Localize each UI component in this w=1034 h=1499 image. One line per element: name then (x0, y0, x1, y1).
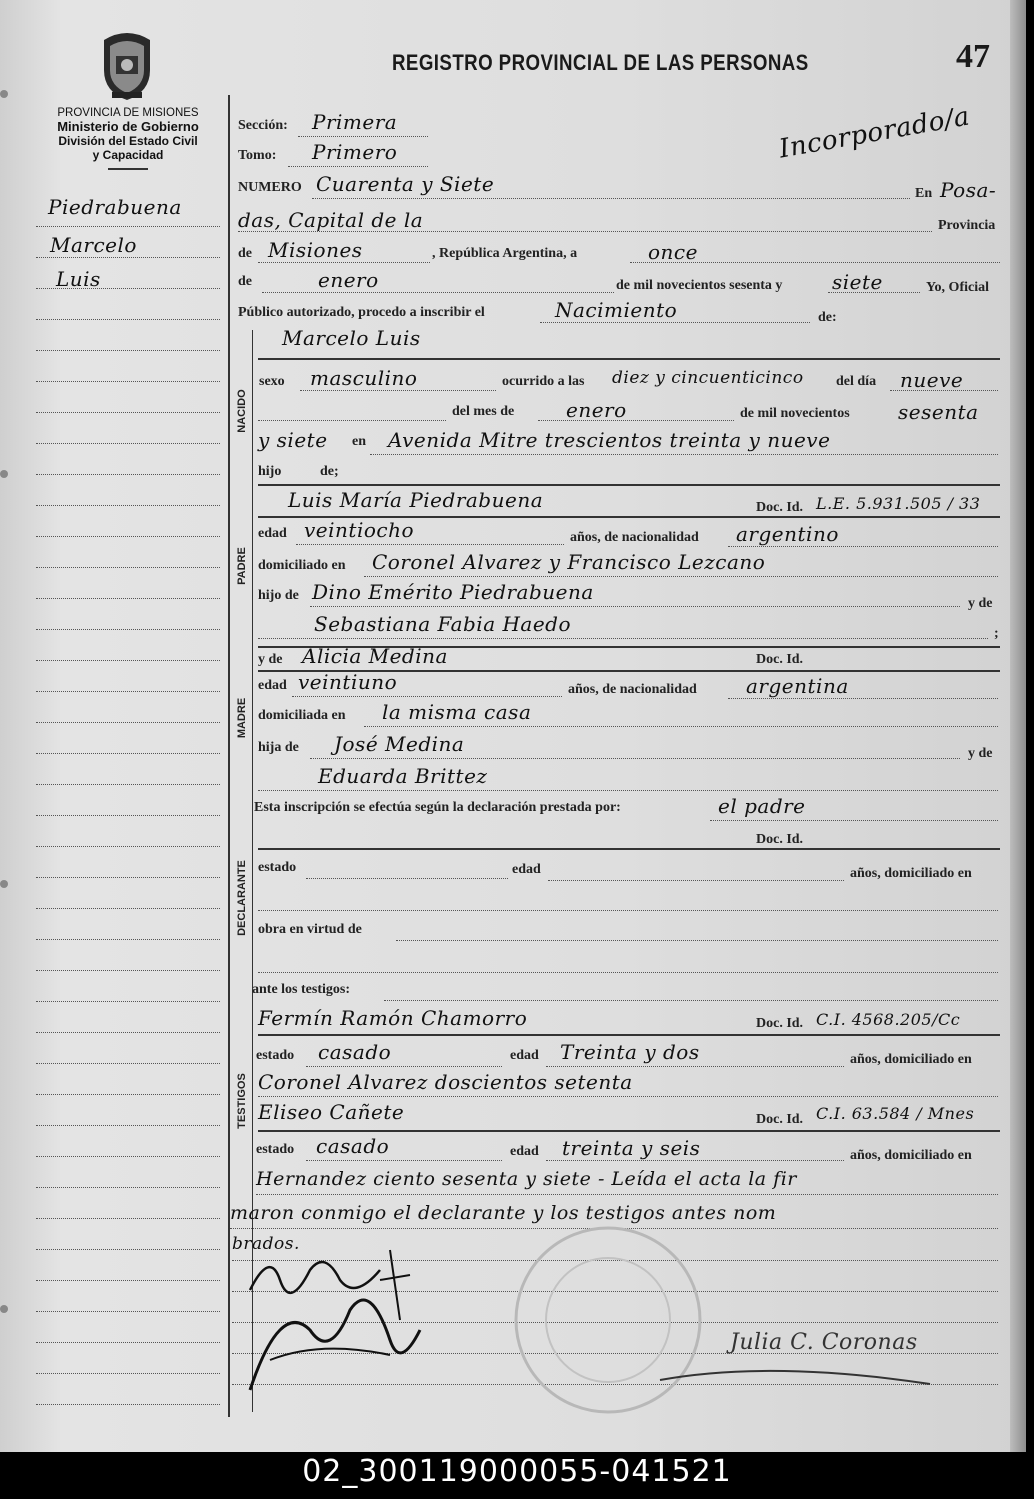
declarante-estado-label: estado (258, 860, 297, 875)
margin-line (36, 412, 220, 413)
division-capacity: y Capacidad (92, 148, 164, 162)
sexo-label: sexo (259, 374, 285, 389)
hora-value: diez y cincuenticinco (612, 368, 804, 388)
seccion-label: Sección: (238, 118, 288, 133)
margin-line (36, 381, 220, 382)
testigo2-name: Eliseo Cañete (258, 1100, 405, 1124)
madre-madre-value: Eduarda Brittez (318, 764, 488, 788)
mes-label: del mes de (452, 404, 515, 419)
testigo1-edad-label: edad (510, 1048, 539, 1063)
testigo2-doc-label: Doc. Id. (756, 1112, 804, 1127)
margin-line (36, 319, 220, 320)
testigo1-estado-value: casado (318, 1040, 392, 1064)
madre-edad-value: veintiuno (298, 670, 398, 694)
provincial-crest-icon (98, 30, 156, 102)
publico-label: Público autorizado, procedo a inscribir el (238, 305, 485, 320)
margin-line (36, 288, 220, 289)
margin-line (36, 784, 220, 785)
nacido-label: NACIDO (236, 389, 248, 433)
testigo2-doc-value: C.I. 63.584 / Mnes (816, 1104, 975, 1123)
provincia-label: Provincia (938, 218, 996, 233)
acto-value: Nacimiento (555, 298, 678, 322)
margin-line (36, 567, 220, 568)
padre-semicolon: ; (994, 626, 999, 641)
padre-edad-label: edad (258, 526, 287, 541)
padre-dom-label: domiciliado en (258, 558, 346, 573)
month-value: enero (318, 268, 379, 292)
margin-line (36, 1311, 220, 1312)
padre-doc-label: Doc. Id. (756, 500, 804, 515)
en-value: Posa- (940, 178, 997, 202)
margin-line (36, 1032, 220, 1033)
testigo2-estado-value: casado (316, 1134, 390, 1158)
testigo1-dom-value: Coronel Alvarez doscientos setenta (258, 1070, 633, 1094)
madre-nac-value: argentina (746, 674, 849, 698)
margin-line (36, 226, 220, 227)
anio-value: sesenta (898, 400, 979, 424)
padre-nac-value: argentino (736, 522, 839, 546)
issuer-block (28, 107, 228, 170)
oficial-label: Yo, Oficial (926, 280, 989, 295)
margin-line (36, 1063, 220, 1064)
city-value: das, Capital de la (238, 208, 424, 232)
margin-line (36, 660, 220, 661)
officer-signature: Julia C. Coronas (730, 1330, 918, 1355)
scan-identifier: 02_300119000055-041521 (0, 1452, 1034, 1499)
seccion-value: Primera (312, 110, 398, 134)
tomo-value: Primero (312, 140, 398, 164)
nacido-name: Marcelo Luis (282, 326, 421, 350)
margin-line (36, 257, 220, 258)
ministry-name: Ministerio de Gobierno (57, 119, 199, 134)
mil-label: de mil novecientos (740, 406, 850, 421)
madre-edad-label: edad (258, 678, 287, 693)
declarante-edad-label: edad (512, 862, 541, 877)
witness-signatures-icon (240, 1240, 430, 1410)
margin-line (36, 691, 220, 692)
margin-line (36, 846, 220, 847)
madre-label: MADRE (236, 697, 248, 739)
margin-line (36, 1249, 220, 1250)
dia-value: nueve (900, 368, 964, 392)
margin-line (36, 722, 220, 723)
madre-doc-label: Doc. Id. (756, 652, 804, 667)
margin-line (36, 1001, 220, 1002)
divider (108, 168, 148, 170)
margin-line (36, 1125, 220, 1126)
testigo1-name: Fermín Ramón Chamorro (258, 1006, 528, 1030)
division-name: División del Estado Civil (58, 134, 198, 148)
de3-label: de: (818, 310, 837, 325)
page-edge (1010, 0, 1026, 1452)
testigo2-estado-label: estado (256, 1142, 295, 1157)
margin-line (36, 1280, 220, 1281)
testigo2-edad-label: edad (510, 1144, 539, 1159)
hijo-de-label: de; (320, 464, 339, 479)
testigo2-dom-value: Hernandez ciento sesenta y siete - Leída el acta la fir (256, 1168, 797, 1190)
margin-line (36, 970, 220, 971)
closing-line2: brados. (232, 1234, 300, 1254)
padre-label: PADRE (236, 547, 248, 585)
padre-madre-value: Sebastiana Fabia Haedo (314, 612, 572, 636)
margin-line (36, 443, 220, 444)
testigo1-edad-value: Treinta y dos (560, 1040, 700, 1064)
madre-hija-value: José Medina (334, 732, 465, 756)
ante-testigos-label: ante los testigos: (252, 982, 350, 997)
binding-hole (0, 470, 8, 478)
margin-line (36, 815, 220, 816)
officer-signature-flourish-icon (650, 1340, 940, 1400)
margin-line (36, 1373, 220, 1374)
province-value: Misiones (268, 238, 363, 262)
anio-value2: y siete (258, 428, 328, 452)
padre-doc-value: L.E. 5.931.505 / 33 (816, 494, 981, 513)
margin-line (36, 1094, 220, 1095)
declarante-dom-label: años, domiciliado en (850, 866, 972, 881)
testigos-label: TESTIGOS (236, 1073, 248, 1129)
page-number: 47 (956, 38, 990, 75)
mes-value: enero (566, 398, 627, 422)
madre-y-de2-label: y de (968, 746, 993, 761)
province-name: PROVINCIA DE MISIONES (57, 107, 199, 119)
padre-nac-label: años, de nacionalidad (570, 530, 699, 545)
sexo-value: masculino (310, 366, 418, 390)
margin-line (36, 505, 220, 506)
de-label: de (238, 246, 252, 261)
hijo-label: hijo (258, 464, 282, 479)
year-value: siete (832, 270, 883, 294)
testigo1-dom-label: años, domiciliado en (850, 1052, 972, 1067)
margin-name2: Luis (56, 267, 101, 291)
testigo2-dom-label: años, domiciliado en (850, 1148, 972, 1163)
margin-line (36, 1187, 220, 1188)
margin-line (36, 877, 220, 878)
padre-hijo-label: hijo de (258, 588, 299, 603)
margin-line (36, 753, 220, 754)
year-label: de mil novecientos sesenta y (616, 278, 783, 293)
margin-line (36, 1156, 220, 1157)
margin-line (36, 350, 220, 351)
madre-dom-label: domiciliada en (258, 708, 346, 723)
en-lugar-label: en (352, 434, 366, 449)
declarante-doc-label: Doc. Id. (756, 832, 804, 847)
madre-name: Alicia Medina (302, 644, 448, 668)
testigo1-doc-label: Doc. Id. (756, 1016, 804, 1031)
madre-hija-label: hija de (258, 740, 299, 755)
lugar-value: Avenida Mitre trescientos treinta y nueve (388, 428, 831, 452)
testigo1-doc-value: C.I. 4568.205/Cc (816, 1010, 961, 1029)
numero-value: Cuarenta y Siete (316, 172, 495, 196)
tomo-label: Tomo: (238, 148, 277, 163)
padre-dom-value: Coronel Alvarez y Francisco Lezcano (372, 550, 766, 574)
margin-surname: Piedrabuena (48, 195, 182, 219)
padre-hijo-value: Dino Emérito Piedrabuena (312, 580, 594, 604)
testigo1-estado-label: estado (256, 1048, 295, 1063)
ocurrido-label: ocurrido a las (502, 374, 585, 389)
numero-label: NUMERO (238, 180, 302, 195)
inscripcion-label: Esta inscripción se efectúa según la declaración prestada por: (254, 800, 621, 815)
republica-label: , República Argentina, a (432, 246, 578, 261)
margin-line (36, 474, 220, 475)
de2-label: de (238, 274, 252, 289)
en-label: En (915, 186, 933, 201)
declarante-label: DECLARANTE (236, 860, 248, 936)
madre-nac-label: años, de nacionalidad (568, 682, 697, 697)
margin-line (36, 598, 220, 599)
del-dia-label: del día (836, 374, 877, 389)
incorporation-annotation: Incorporado/a (776, 101, 973, 165)
margin-line (36, 629, 220, 630)
testigo2-edad-value: treinta y seis (562, 1136, 701, 1160)
inscripcion-value: el padre (718, 794, 806, 818)
margin-line (36, 536, 220, 537)
registry-title: REGISTRO PROVINCIAL DE LAS PERSONAS (392, 50, 809, 75)
margin-line (36, 1404, 220, 1405)
margin-line (36, 1342, 220, 1343)
binding-hole (0, 880, 8, 888)
closing-line: maron conmigo el declarante y los testigos antes nom (230, 1202, 777, 1224)
madre-dom-value: la misma casa (382, 700, 532, 724)
margin-name1: Marcelo (50, 233, 137, 257)
padre-y-de-label: y de (968, 596, 993, 611)
padre-name: Luis María Piedrabuena (288, 488, 544, 512)
declarante-obra-label: obra en virtud de (258, 922, 362, 937)
margin-line (36, 908, 220, 909)
madre-y-de-label: y de (258, 652, 283, 667)
binding-hole (0, 90, 8, 98)
padre-edad-value: veintiocho (304, 518, 415, 542)
binding-hole (0, 1305, 8, 1313)
day-value: once (648, 240, 698, 264)
margin-line (36, 1218, 220, 1219)
margin-line (36, 939, 220, 940)
